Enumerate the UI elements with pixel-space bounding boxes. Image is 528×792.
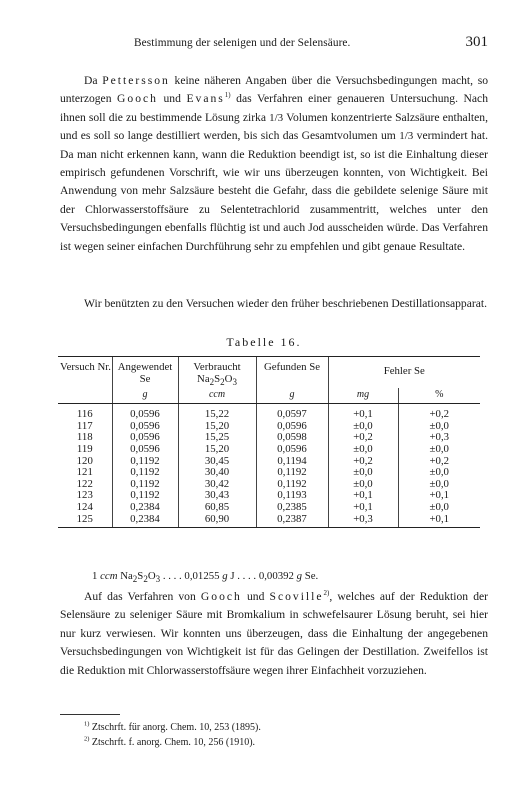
footnote-ref-2: 2) xyxy=(323,589,330,598)
table-cell: 15,25 xyxy=(178,432,256,444)
table-cell: 0,0598 xyxy=(256,432,328,444)
table-cell: 0,0597 xyxy=(256,404,328,421)
unit-cell: mg xyxy=(328,388,398,404)
col-header-versuch: Versuch Nr. xyxy=(58,357,112,389)
table-footnote: 1 ccm $Na_2S_2O_3$ . . . . 0,01255 g J . . . . 0,00392 g Se. xyxy=(92,570,319,585)
table-cell: +0,2 xyxy=(328,456,398,468)
table-cell: 0,1192 xyxy=(112,490,178,502)
unit-cell: g xyxy=(112,388,178,404)
footnote-2: $^{2)}$ Ztschrft. f. anorg. Chem. 10, 256 (1910). xyxy=(84,735,256,748)
table-cell: +0,1 xyxy=(328,490,398,502)
footnote-ref-1: 1) xyxy=(224,91,231,100)
table-cell: 0,2384 xyxy=(112,514,178,528)
col-header-angewendet: Angewendet Se xyxy=(112,357,178,389)
table-cell: ±0,0 xyxy=(398,467,480,479)
footnote-1: $^{1)}$ Ztschrft. für anorg. Chem. 10, 253 (1895). xyxy=(84,720,261,733)
para1-text-c: und xyxy=(157,92,187,106)
table-cell: ±0,0 xyxy=(398,421,480,433)
table-cell: 117 xyxy=(76,419,93,432)
running-title: Bestimmung der selenigen und der Selensäure. xyxy=(134,37,351,49)
table-cell: 15,22 xyxy=(178,404,256,421)
table-cell: 0,1192 xyxy=(256,479,328,491)
table-body xyxy=(58,404,480,528)
table-row xyxy=(58,502,480,514)
table-cell: 0,1192 xyxy=(256,467,328,479)
author-name-evans: Evans xyxy=(186,92,225,106)
fraction-one-third: 1/3 xyxy=(399,130,414,143)
table-cell: +0,1 xyxy=(398,490,480,502)
table-cell: 60,85 xyxy=(178,502,256,514)
para1-text-a: Da xyxy=(84,74,103,87)
para1-text-d: das Verfahren einer genaueren Untersuchung. Nach ihnen soll die zu bestimmende Lösung zirka xyxy=(60,92,488,124)
table-cell: 0,2387 xyxy=(256,514,328,528)
table-cell: 0,0596 xyxy=(112,444,178,456)
table-cell: 15,20 xyxy=(178,421,256,433)
unit-cell xyxy=(58,388,112,404)
paragraph-3 xyxy=(60,588,488,680)
table-row xyxy=(58,467,480,479)
table-cell: 0,1194 xyxy=(256,456,328,468)
table-cell: 0,0596 xyxy=(112,421,178,433)
table-cell: 120 xyxy=(76,454,93,467)
col-header-gefunden: Gefunden Se xyxy=(256,357,328,389)
author-name-pettersson: Pettersson xyxy=(102,74,170,87)
table-cell: +0,2 xyxy=(398,456,480,468)
table-cell: 60,90 xyxy=(178,514,256,528)
table-cell: 0,2385 xyxy=(256,502,328,514)
para3-text-c: , welches auf der Reduktion der Selensäure zu seleniger Säure mit Bromkalium in schwefelsaurer Lösung beruht, sei hier nur kurz verwiesen. Wir konnten uns überzeugen, dass die Einhaltung der angegebenen Versuchsbedingungen von Wichtigkeit ist für das Gelingen der Destillation. Zweifellos ist die Reduktion mit Chlorwasserstoffsäure wegen ihrer Einfachheit vorzuziehen. xyxy=(60,590,488,677)
para1-text-b: keine näheren Angaben über die Versuchsbedingungen macht, so unterzogen xyxy=(60,74,488,106)
table-cell: 0,1192 xyxy=(112,456,178,468)
table-cell: 119 xyxy=(76,442,93,455)
table-row xyxy=(58,404,480,421)
table-cell: ±0,0 xyxy=(398,444,480,456)
table-cell: 30,43 xyxy=(178,490,256,502)
table-cell: +0,3 xyxy=(328,514,398,528)
table-cell: +0,2 xyxy=(328,432,398,444)
table-cell: +0,1 xyxy=(328,404,398,421)
table-cell: 15,20 xyxy=(178,444,256,456)
table-cell: 0,0596 xyxy=(112,404,178,421)
table-cell: 116 xyxy=(76,408,93,421)
table-cell: 0,1192 xyxy=(112,479,178,491)
table-cell: ±0,0 xyxy=(328,444,398,456)
table-cell: 118 xyxy=(76,431,93,444)
table-cell: 122 xyxy=(76,477,93,490)
footnotes xyxy=(84,720,261,750)
running-header xyxy=(60,34,488,55)
author-name-gooch: Gooch xyxy=(117,92,158,106)
table-cell: 125 xyxy=(58,514,112,528)
page-number: 301 xyxy=(465,34,488,50)
table-cell: +0,3 xyxy=(398,432,480,444)
table-row xyxy=(58,514,480,528)
table-title: Tabelle 16. xyxy=(226,335,302,349)
para1-text-f: vermindert hat. Da man nicht erkennen kann, wann die Reduktion beendigt ist, so ist die Einhaltung dieser empirisch gefundenen Vorschrift, wie wir uns überzeugen konnten, von Wichtigkeit. Bei Anwendung von mehr Salzsäure besteht die Gefahr, dass die gebildete selenige Säure mit der Chlorwasserstoffsäure zu Selentetrachlorid zusammentritt, welches unter den Versuchsbedingungen ebenfalls flüchtig ist und auch Jod ausscheiden würde. Das Verfahren ist wegen seiner einfachen Durchführung sehr zu empfehlen und gibt genaue Resultate. xyxy=(60,129,488,253)
author-name-scoville: Scoville xyxy=(269,590,324,603)
author-name-gooch: Gooch xyxy=(200,590,242,603)
table-cell: ±0,0 xyxy=(398,479,480,491)
table-row xyxy=(58,432,480,444)
table-row xyxy=(58,456,480,468)
paragraph-2: Wir benützten zu den Versuchen wieder den früher beschriebenen Destillationsapparat. xyxy=(84,297,488,310)
unit-cell: g xyxy=(256,388,328,404)
table-cell: 0,0596 xyxy=(256,444,328,456)
unit-cell: ccm xyxy=(178,388,256,404)
table-cell: ±0,0 xyxy=(328,421,398,433)
table-cell: 0,0596 xyxy=(256,421,328,433)
footnote-divider xyxy=(60,714,120,715)
table-row xyxy=(58,444,480,456)
table-row xyxy=(58,479,480,491)
unit-cell: % xyxy=(398,388,480,404)
table-cell: 30,42 xyxy=(178,479,256,491)
table-cell: +0,2 xyxy=(398,404,480,421)
table-cell: 124 xyxy=(76,500,93,513)
fraction-one-third: 1/3 xyxy=(269,111,284,124)
table-cell: 0,1193 xyxy=(256,490,328,502)
table-cell: 123 xyxy=(76,489,93,502)
table-row xyxy=(58,490,480,502)
table-cell: 30,40 xyxy=(178,467,256,479)
table-row xyxy=(58,421,480,433)
table-cell: 0,1192 xyxy=(112,467,178,479)
table-cell: 121 xyxy=(76,466,93,479)
table-cell: 0,0596 xyxy=(112,432,178,444)
table-cell: ±0,0 xyxy=(398,502,480,514)
table-cell: 0,2384 xyxy=(112,502,178,514)
para1-text-e: Volumen konzentrierte Salzsäure enthalten, und es soll so lange destilliert werden, bis sich das Gesamtvolumen um xyxy=(60,110,488,143)
table-cell: +0,1 xyxy=(398,514,480,528)
table-cell: 30,45 xyxy=(178,456,256,468)
para3-text-b: und xyxy=(241,590,270,603)
para3-text-a: Auf das Verfahren von xyxy=(84,590,201,603)
col-header-verbraucht: Verbraucht $Na_2S_2O_3$ xyxy=(178,357,256,389)
table-cell: ±0,0 xyxy=(328,467,398,479)
col-header-fehler: Fehler Se xyxy=(328,357,480,389)
paragraph-1 xyxy=(60,72,488,256)
results-table xyxy=(58,356,480,528)
table-cell: +0,1 xyxy=(328,502,398,514)
table-cell: ±0,0 xyxy=(328,479,398,491)
